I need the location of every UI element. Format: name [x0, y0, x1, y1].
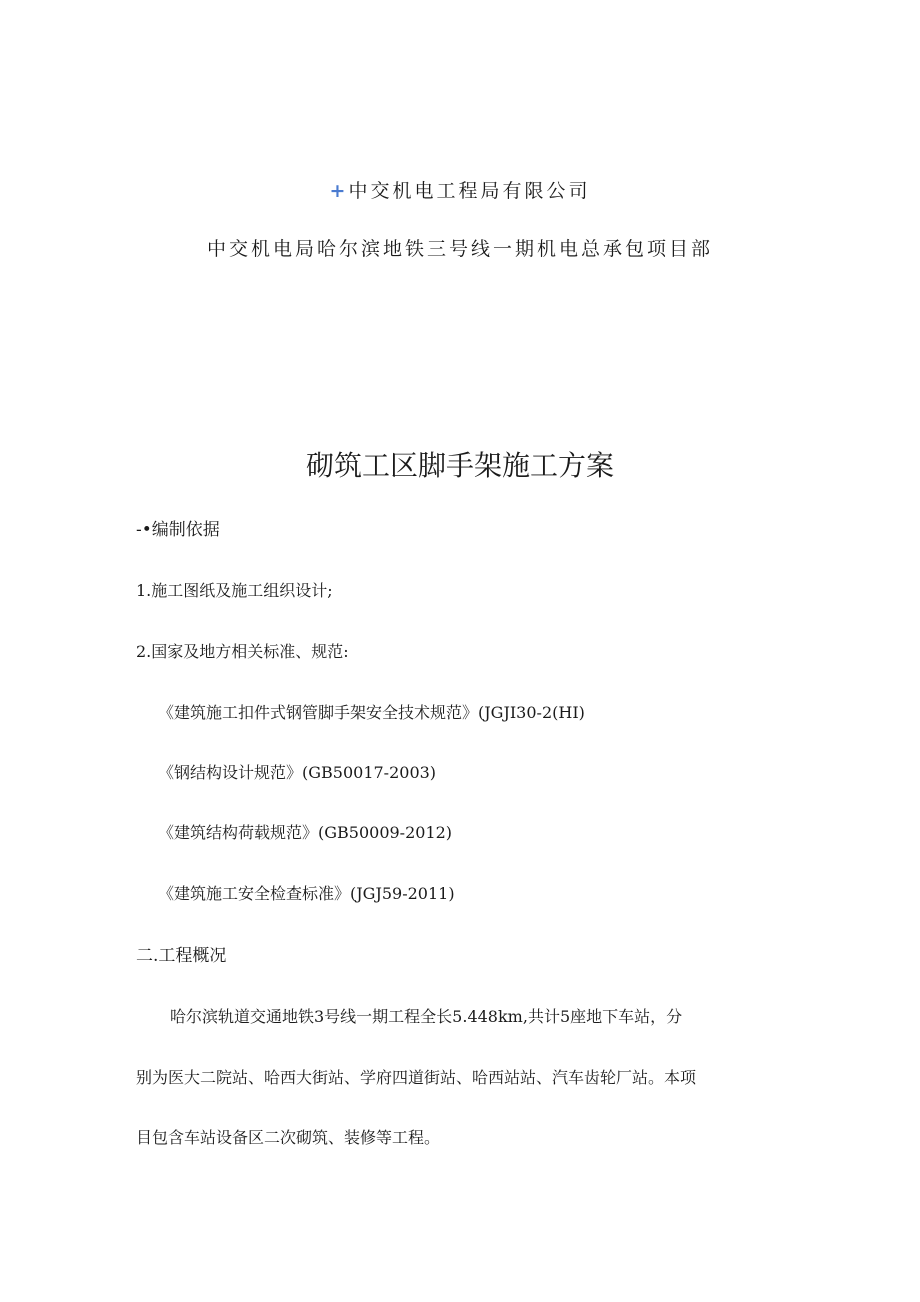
section-heading-basis: -•编制依据 — [136, 520, 220, 540]
overview-line-3: 目包含车站设备区二次砌筑、装修等工程。 — [136, 1128, 441, 1147]
standard-item-1: 《建筑施工扣件式钢管脚手架安全技术规范》(JGJI30-2(HI) — [158, 703, 585, 722]
standard-item-4: 《建筑施工安全检查标准》(JGJ59-2011) — [158, 884, 455, 903]
standard-item-2: 《钢结构设计规范》(GB50017-2003) — [158, 763, 437, 782]
overview-line-1: 哈尔滨轨道交通地铁3号线一期工程全长5.448km,共计5座地下车站，分 — [170, 1007, 683, 1026]
company-name-text: 中交机电工程局有限公司 — [348, 180, 591, 202]
standard-item-3: 《建筑结构荷载规范》(GB50009-2012) — [158, 823, 453, 842]
company-name — [0, 176, 920, 206]
document-title: 砌筑工区脚手架施工方案 — [305, 449, 614, 482]
basis-item-2: 2.国家及地方相关标准、规范: — [136, 642, 349, 661]
basis-item-1: 1.施工图纸及施工组织设计; — [136, 581, 333, 600]
overview-line-2: 别为医大二院站、哈西大街站、学府四道街站、哈西站站、汽车齿轮厂站。本项 — [136, 1068, 697, 1087]
plus-mark: + — [329, 180, 349, 202]
department-name: 中交机电局哈尔滨地铁三号线一期机电总承包项目部 — [206, 238, 713, 260]
section-heading-overview: 二.工程概况 — [136, 946, 227, 966]
